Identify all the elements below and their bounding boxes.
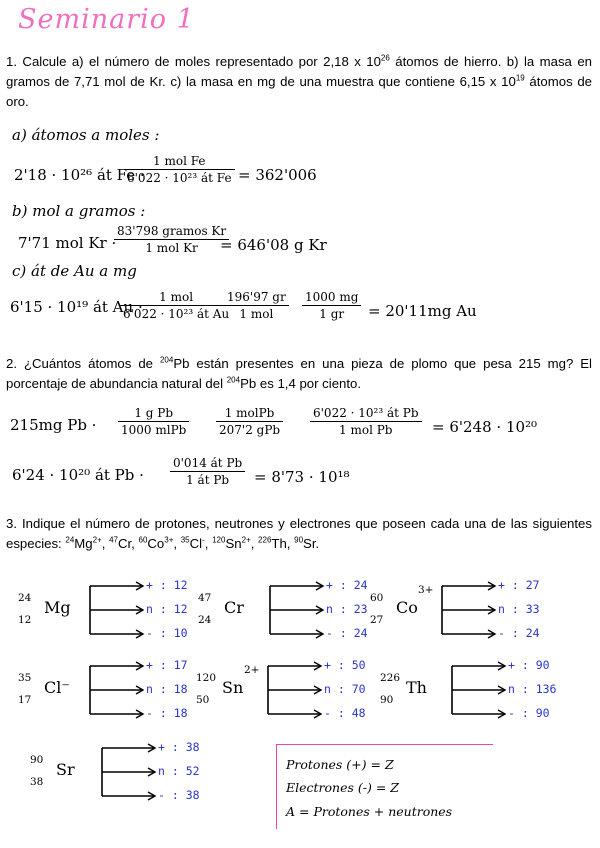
species-electrons: - : 24 xyxy=(326,626,368,640)
species-symbol: Co xyxy=(396,598,418,617)
species-electrons: - : 24 xyxy=(498,626,540,640)
species-electrons: - : 10 xyxy=(146,626,188,640)
part-c-fraction-3: $\frac{1000 mg}{1 gr}$ xyxy=(302,290,361,321)
q2-line1-fraction-1: 1 g Pb 1000 mlPb xyxy=(118,406,189,437)
species-mass-number: 120 xyxy=(196,672,217,684)
species-mass-number: 226 xyxy=(380,672,401,684)
part-c-lhs: 6'15 · 10¹⁹ át Au · xyxy=(10,298,143,316)
species-neutrons: n : 52 xyxy=(158,764,200,778)
species-bracket xyxy=(268,662,321,718)
part-a-result: = 362'006 xyxy=(238,166,317,184)
species-atomic-number: 17 xyxy=(18,694,32,706)
species-atomic-number: 27 xyxy=(370,614,384,626)
species-mass-number: 35 xyxy=(18,672,32,684)
species-neutrons: n : 18 xyxy=(146,682,188,696)
species-bracket xyxy=(270,582,323,638)
species-bracket xyxy=(442,582,495,638)
species-mass-number: 60 xyxy=(370,592,384,604)
q2-line2-result: = 8'73 · 10¹⁸ xyxy=(254,468,350,486)
q2-line1-fraction-3: 6'022 · 10²³ át Pb 1 mol Pb xyxy=(310,406,422,437)
species-symbol: Cr xyxy=(224,598,244,617)
part-b-label: b) mol a gramos : xyxy=(12,202,146,220)
species-neutrons: n : 12 xyxy=(146,602,188,616)
note-mass-number: A = Protones + neutrones xyxy=(286,804,453,819)
species-bracket xyxy=(452,662,505,718)
species-protons: + : 50 xyxy=(324,658,366,672)
q2-line2-lhs: 6'24 · 10²⁰ át Pb · xyxy=(12,466,144,484)
species-mass-number: 24 xyxy=(18,592,32,604)
species-symbol: Mg xyxy=(44,598,71,617)
species-electrons: - : 48 xyxy=(324,706,366,720)
question-1: 1. Calcule a) el número de moles representado por 2,18 x $10^{26}$ átomos de hierro. b) la masa en gramos de 7,71 mol de Kr. c) la masa en mg de una muestra que contiene 6,15 x $10^{19}$ átomos de oro. xyxy=(6,53,592,109)
question-3: 3. Indique el número de protones, neutrones y electrones que poseen cada una de las siguientes especies: $^{24}Mg^{2+}$, $^{47}$Cr, $^{60}Co^{3+}$, $^{35}$Cl-, $^{120}Sn^{2+}$, $^{226}$Th, $^{90}$Sr. xyxy=(6,516,592,551)
question-2: 2. ¿Cuántos átomos de $^{204}$Pb están presentes en una pieza de plomo que pesa 215 mg? El porcentaje de abundancia natural del $^{204}$Pb es 1,4 por ciento. xyxy=(6,355,592,391)
species-mass-number: 47 xyxy=(198,592,212,604)
species-bracket xyxy=(102,744,155,800)
part-a-lhs: 2'18 · 10²⁶ át Fe · xyxy=(14,166,145,184)
species-protons: + : 27 xyxy=(498,578,540,592)
q2-line1-lhs: 215mg Pb · xyxy=(10,416,97,434)
species-atomic-number: 12 xyxy=(18,614,32,626)
part-a-fraction: 1 mol Fe 6'022 · 10²³ át Fe xyxy=(124,154,235,185)
note-electrons: Electrones (-) = Z xyxy=(286,780,399,795)
part-c-label: c) át de Au a mg xyxy=(12,262,137,280)
species-neutrons: n : 136 xyxy=(508,682,557,696)
species-neutrons: n : 70 xyxy=(324,682,366,696)
species-bracket xyxy=(90,662,143,718)
q2-line1-fraction-2: 1 molPb 207'2 gPb xyxy=(216,406,283,437)
species-neutrons: n : 33 xyxy=(498,602,540,616)
species-protons: + : 90 xyxy=(508,658,550,672)
species-protons: + : 24 xyxy=(326,578,368,592)
species-electrons: - : 18 xyxy=(146,706,188,720)
species-protons: + : 17 xyxy=(146,658,188,672)
q2-line2-fraction: $\frac{\text{0'014 át Pb}}{\text{1 át Pb}}$ xyxy=(170,456,245,487)
species-charge: 3+ xyxy=(418,584,434,596)
species-bracket xyxy=(90,582,143,638)
page-title: Seminario 1 xyxy=(18,4,195,35)
species-charge: 2+ xyxy=(244,664,260,676)
part-b-lhs: 7'71 mol Kr · xyxy=(18,234,117,252)
species-protons: + : 12 xyxy=(146,578,188,592)
species-symbol: Sr xyxy=(56,760,75,779)
species-neutrons: n : 23 xyxy=(326,602,368,616)
part-c-fraction-2: 196'97 gr 1 mol xyxy=(224,290,289,321)
species-symbol: Cl⁻ xyxy=(44,678,70,697)
species-symbol: Th xyxy=(406,678,427,697)
q2-line1-result: = 6'248 · 10²⁰ xyxy=(432,418,538,436)
species-atomic-number: 90 xyxy=(380,694,394,706)
part-c-result: = 20'11mg Au xyxy=(368,302,477,320)
species-symbol: Sn xyxy=(222,678,244,697)
part-b-result: = 646'08 g Kr xyxy=(220,236,327,254)
part-b-fraction: 83'798 gramos Kr 1 mol Kr xyxy=(114,224,229,255)
species-atomic-number: 50 xyxy=(196,694,210,706)
species-electrons: - : 90 xyxy=(508,706,550,720)
species-electrons: - : 38 xyxy=(158,788,200,802)
species-protons: + : 38 xyxy=(158,740,200,754)
part-a-label: a) átomos a moles : xyxy=(12,126,160,144)
species-mass-number: 90 xyxy=(30,754,44,766)
part-c-fraction-1: 1 mol 6'022 · 10²³ át Au xyxy=(120,290,232,321)
species-atomic-number: 38 xyxy=(30,776,44,788)
note-protons: Protones (+) = Z xyxy=(286,757,394,772)
species-atomic-number: 24 xyxy=(198,614,212,626)
